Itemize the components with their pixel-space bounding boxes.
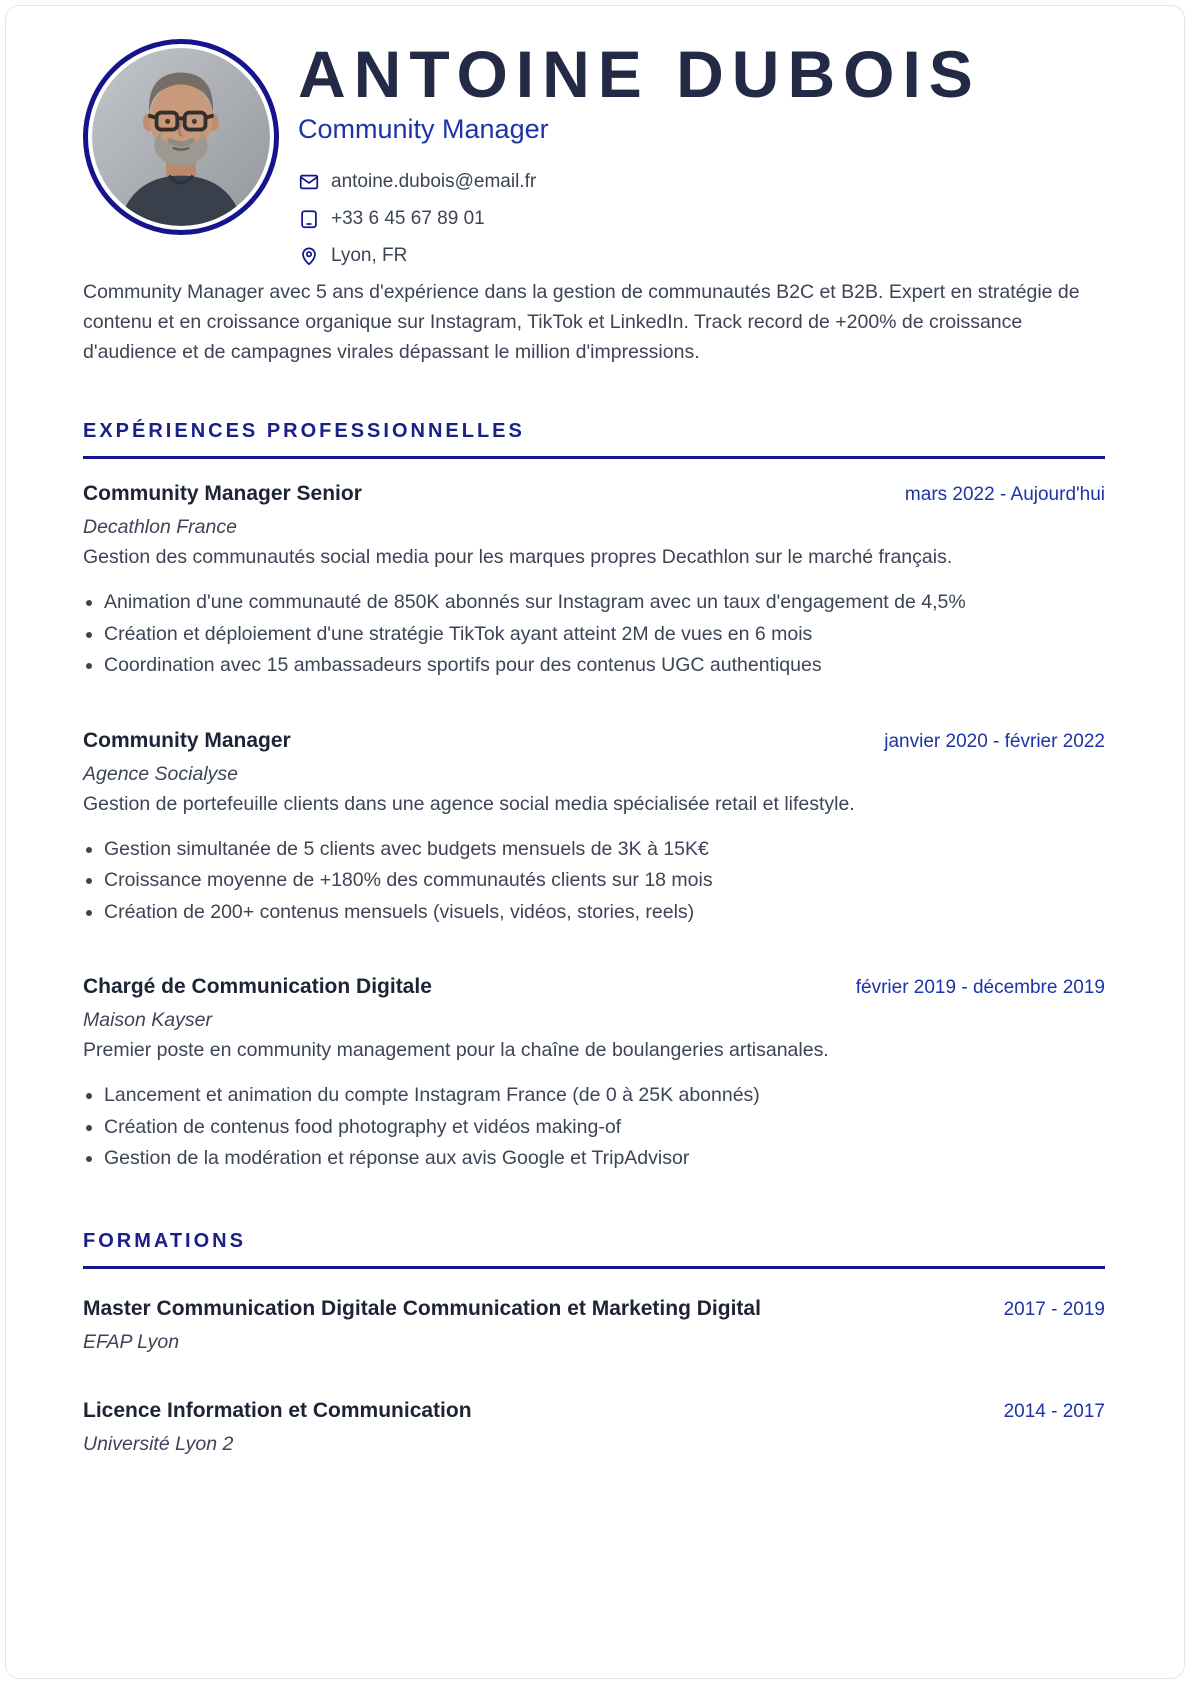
job-head	[83, 728, 1105, 754]
degree-entry	[83, 1296, 1105, 1354]
degree-school: EFAP Lyon	[83, 1330, 180, 1353]
job-bullet: • Création de 200+ contenus mensuels (visuels, vidéos, stories, reels)	[104, 899, 1105, 927]
job-description: Premier poste en community management pour la chaîne de boulangeries artisanales.	[83, 1039, 829, 1061]
job-head	[83, 481, 1105, 507]
job-bullet-list	[83, 836, 1105, 927]
contact-phone-text: +33 6 45 67 89 01	[331, 208, 485, 229]
phone-icon	[298, 208, 320, 230]
job-dates: février 2019 - décembre 2019	[855, 977, 1105, 998]
job-description: Gestion des communautés social media pour les marques propres Decathlon sur le marché français.	[83, 546, 953, 568]
job-description: Gestion de portefeuille clients dans une agence social media spécialisée retail et lifestyle.	[83, 792, 855, 815]
mail-icon	[298, 171, 320, 193]
degree-head	[83, 1398, 1105, 1424]
job-entry	[83, 728, 1105, 927]
contact-location	[298, 244, 981, 267]
job-bullet: • Création et déploiement d'une stratégie TikTok ayant atteint 2M de vues en 6 mois	[104, 621, 1105, 649]
header-identity	[298, 39, 981, 267]
profile-summary: Community Manager avec 5 ans d'expérience dans la gestion de communautés B2C et B2B. Expert en stratégie de contenu et en croissance organique sur Instagram, TikTok et LinkedIn. Track record de +200% de croissance d'audience et de campagnes virales dépassant le million d'impressions.	[83, 281, 1080, 363]
job-title: Community Manager	[83, 728, 291, 752]
resume-page	[5, 5, 1185, 1679]
contact-list	[298, 170, 981, 267]
job-title: Chargé de Communication Digitale	[83, 975, 432, 998]
job-bullet-list	[83, 589, 1105, 680]
job-bullet: • Gestion simultanée de 5 clients avec budgets mensuels de 3K à 15K€	[104, 836, 1105, 864]
person-name: ANTOINE DUBOIS	[298, 37, 981, 111]
job-bullet: • Lancement et animation du compte Instagram France (de 0 à 25K abonnés)	[104, 1082, 1105, 1110]
job-bullet: • Animation d'une communauté de 850K abonnés sur Instagram avec un taux d'engagement de 4,5%	[104, 589, 1105, 617]
job-title: Community Manager Senior	[83, 482, 362, 505]
section-divider	[83, 456, 1105, 459]
contact-location-text: Lyon, FR	[331, 245, 408, 266]
job-entry	[83, 481, 1105, 680]
job-company: Decathlon France	[83, 516, 237, 538]
avatar	[83, 39, 279, 235]
degree-title: Licence Information et Communication	[83, 1398, 472, 1422]
location-pin-icon	[298, 245, 320, 267]
section-divider	[83, 1266, 1105, 1269]
job-bullet: • Gestion de la modération et réponse aux avis Google et TripAdvisor	[104, 1145, 1105, 1173]
degree-dates: 2014 - 2017	[1003, 1400, 1105, 1422]
section-title-experience: EXPÉRIENCES PROFESSIONNELLES	[83, 420, 525, 442]
degree-head	[83, 1296, 1105, 1322]
job-bullet-list	[83, 1082, 1105, 1173]
degree-school: Université Lyon 2	[83, 1432, 234, 1455]
job-company: Agence Socialyse	[83, 762, 239, 785]
person-job-title: Community Manager	[298, 114, 549, 144]
job-company: Maison Kayser	[83, 1009, 212, 1031]
job-dates: mars 2022 - Aujourd'hui	[904, 484, 1105, 505]
degree-dates: 2017 - 2019	[1003, 1298, 1105, 1320]
job-bullet: • Création de contenus food photography et vidéos making-of	[104, 1114, 1105, 1142]
section-experience	[83, 419, 1105, 1173]
degree-title: Master Communication Digitale Communication et Marketing Digital	[83, 1296, 761, 1320]
contact-email	[298, 170, 981, 193]
job-bullet: • Coordination avec 15 ambassadeurs sportifs pour des contenus UGC authentiques	[104, 652, 1105, 680]
job-bullet: • Croissance moyenne de +180% des communautés clients sur 18 mois	[104, 867, 1105, 895]
profile-photo-illustration	[92, 48, 270, 226]
contact-phone	[298, 207, 981, 230]
section-education	[83, 1229, 1105, 1456]
section-title-education: FORMATIONS	[83, 1229, 246, 1252]
job-head	[83, 974, 1105, 1000]
job-entry	[83, 974, 1105, 1173]
contact-email-text: antoine.dubois@email.fr	[331, 171, 537, 192]
resume-header	[83, 39, 1105, 267]
degree-entry	[83, 1398, 1105, 1456]
job-dates: janvier 2020 - février 2022	[884, 730, 1105, 752]
